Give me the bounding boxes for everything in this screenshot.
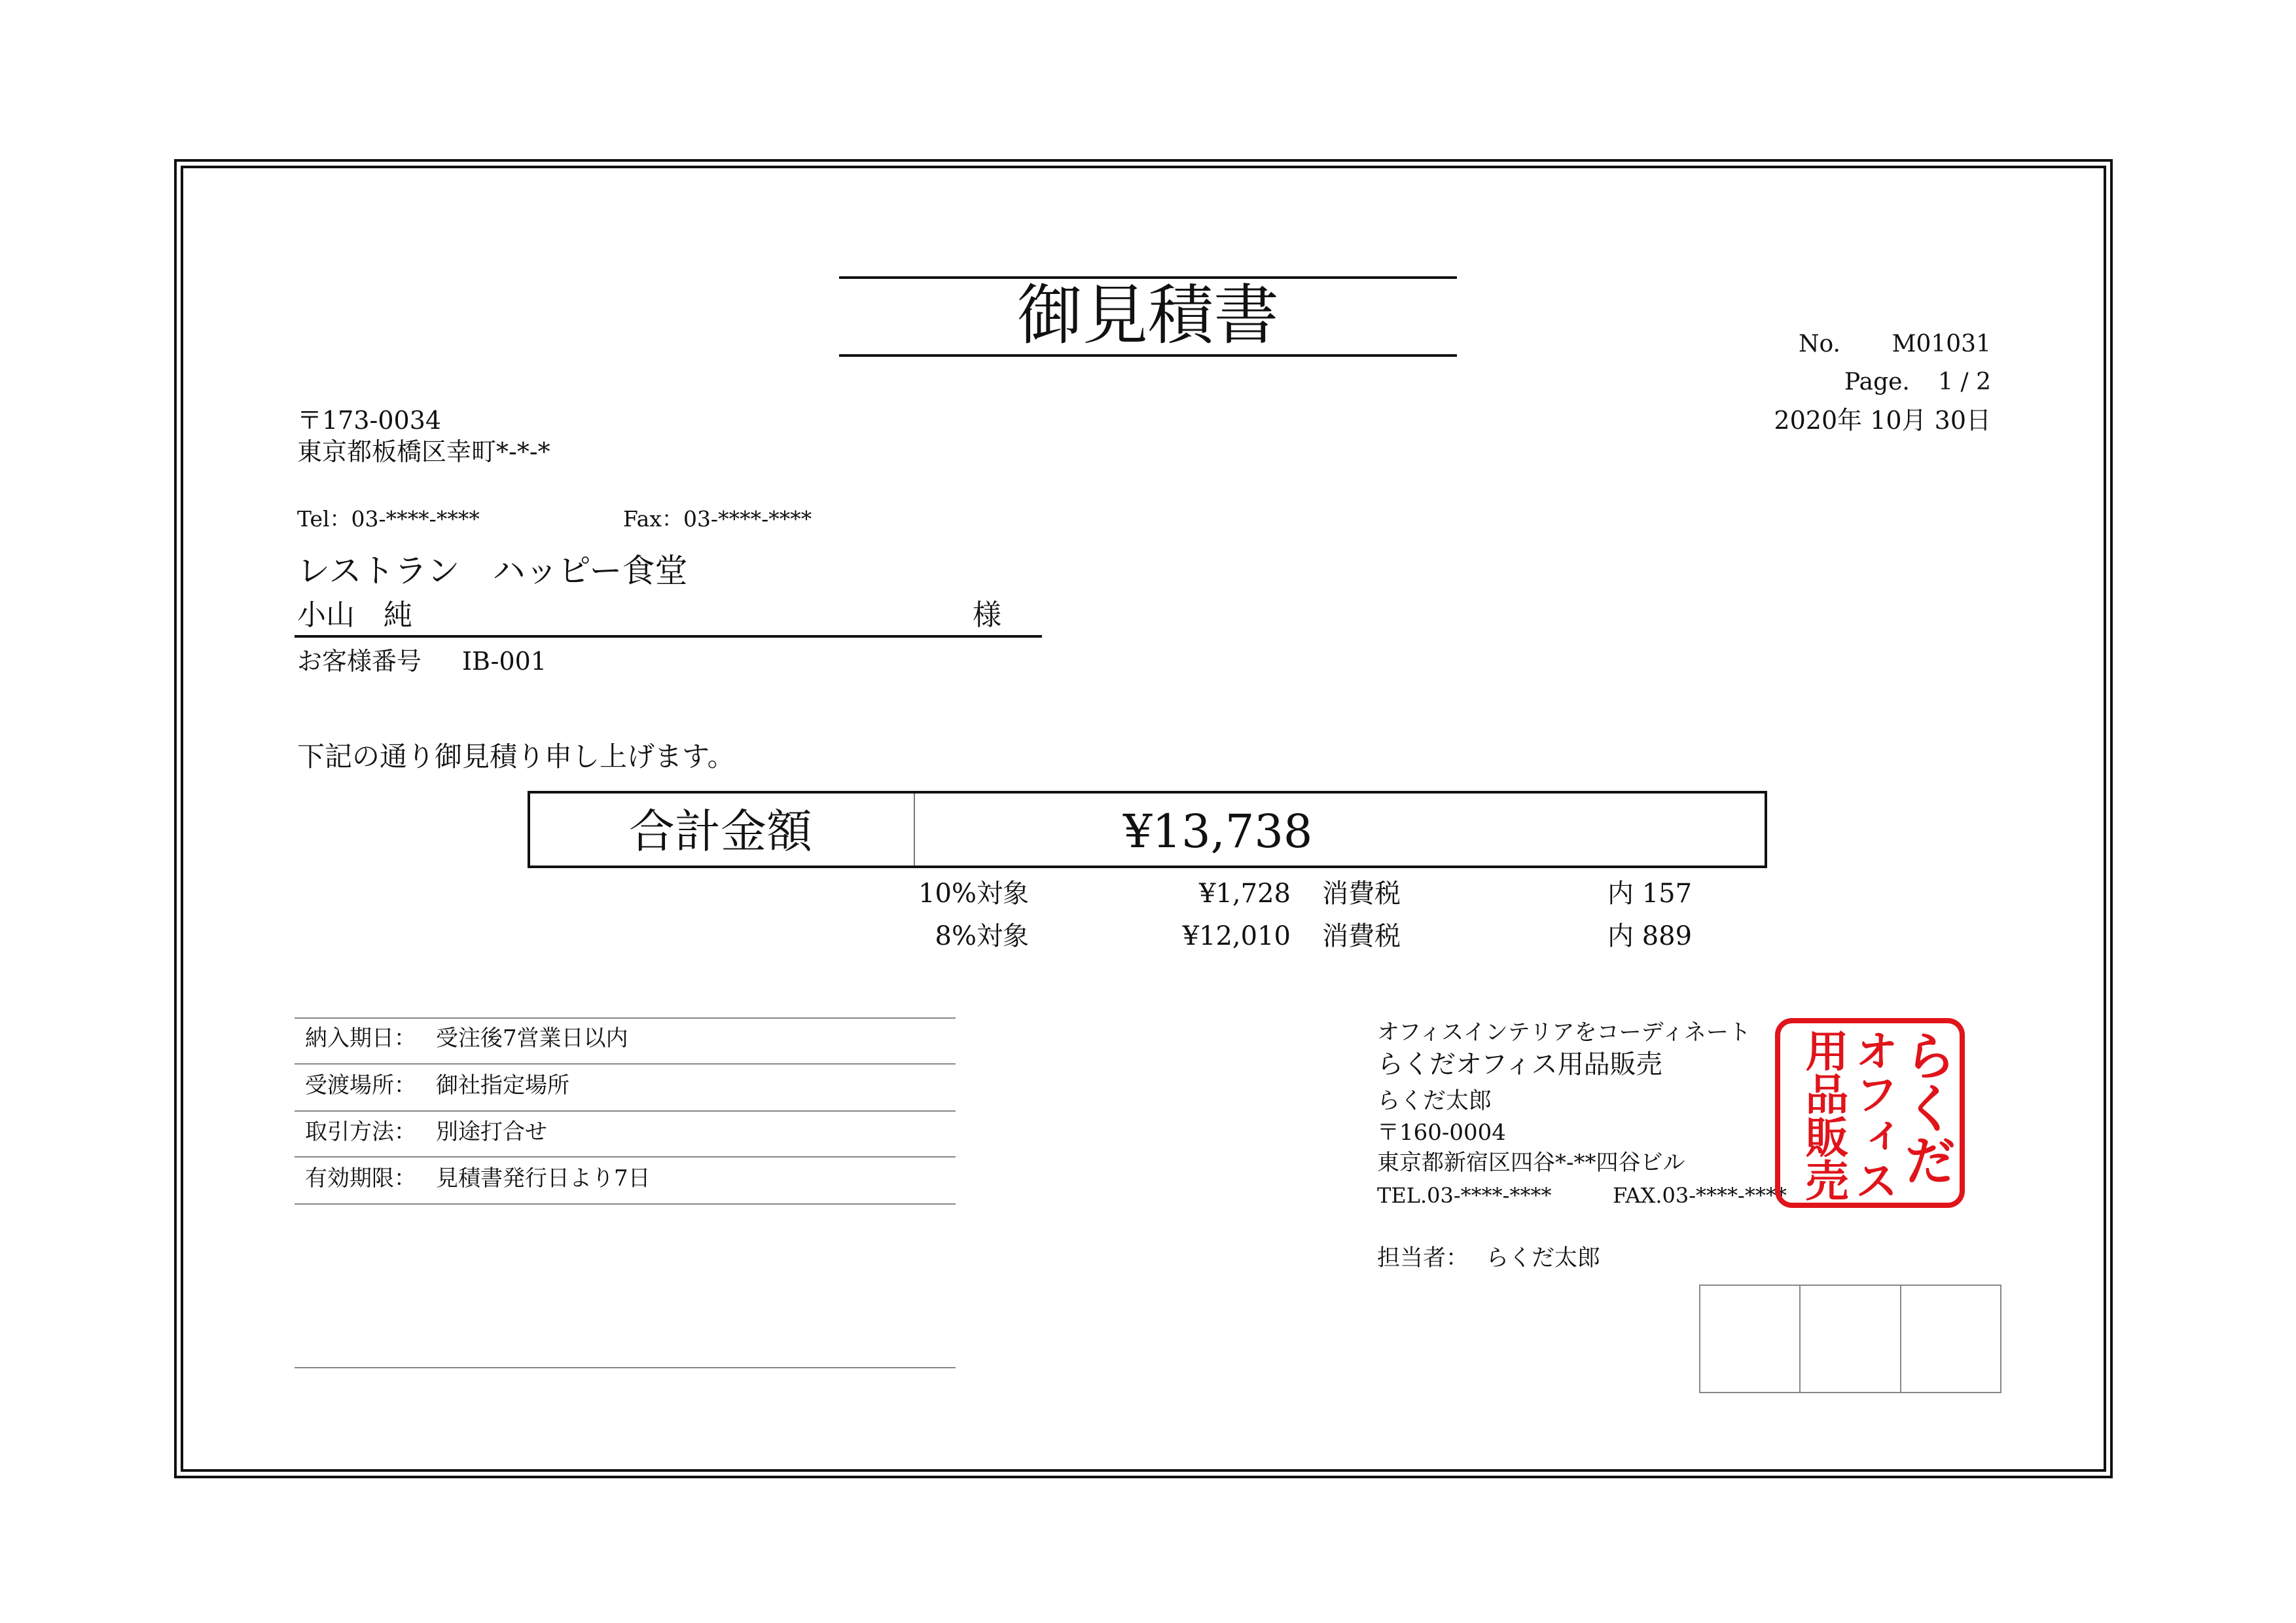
notes-rule-bottom <box>295 1367 956 1368</box>
conditions-rule <box>295 1110 956 1112</box>
staff-name: らくだ太郎 <box>1486 1245 1601 1271</box>
total-amount: ¥13,738 <box>1123 805 1313 858</box>
company-name: らくだオフィス用品販売 <box>1377 1049 1662 1080</box>
tax-label-10: 消費税 <box>1322 879 1401 909</box>
condition-label-method: 取引方法： <box>305 1119 416 1145</box>
tax-amount-8: ¥12,010 <box>1182 921 1291 951</box>
tax-rate-10: 10%対象 <box>918 879 1029 909</box>
company-tel: TEL.03-****-**** <box>1377 1183 1552 1208</box>
customer-number-value: IB-001 <box>462 647 547 676</box>
staff-label: 担当者： <box>1377 1245 1469 1271</box>
tax-label-8: 消費税 <box>1322 921 1401 951</box>
condition-label-place: 受渡場所： <box>305 1072 416 1099</box>
customer-person: 小山 純 <box>297 598 412 632</box>
customer-company: レストラン ハッピー食堂 <box>297 552 688 590</box>
total-box-divider <box>914 793 915 866</box>
stamp-text-rakuda: らくだ <box>1895 1029 1956 1186</box>
stamp-text-office: オフィス <box>1848 1029 1898 1201</box>
approval-box[interactable] <box>1801 1286 1901 1392</box>
company-address: 東京都新宿区四谷*-**四谷ビル <box>1377 1150 1685 1176</box>
condition-label-delivery: 納入期日： <box>305 1025 416 1051</box>
company-postal: 〒160-0004 <box>1377 1120 1506 1146</box>
condition-value-method: 別途打合せ <box>436 1119 547 1145</box>
customer-underline <box>295 635 1042 638</box>
page-label: Page. <box>1844 369 1910 395</box>
sender-tel: Tel：03-****-**** <box>297 506 480 532</box>
tax-rate-8: 8%対象 <box>935 921 1029 951</box>
doc-number-label: No. <box>1799 331 1840 357</box>
sender-address: 東京都板橋区幸町*-*-* <box>297 437 550 466</box>
tax-amount-10: ¥1,728 <box>1199 879 1291 909</box>
total-label: 合計金額 <box>629 805 812 858</box>
customer-number-label: お客様番号 <box>297 647 422 676</box>
conditions-rule <box>295 1063 956 1065</box>
approval-box[interactable] <box>1700 1286 1801 1392</box>
sender-postal: 〒173-0034 <box>297 406 442 435</box>
tax-value-8: 内 889 <box>1607 921 1693 951</box>
intro-text: 下記の通り御見積り申し上げます。 <box>297 740 735 773</box>
customer-honorific: 様 <box>973 598 1001 632</box>
title-bottom-rule <box>839 354 1457 357</box>
approval-boxes <box>1699 1285 2001 1393</box>
condition-value-validity: 見積書発行日より7日 <box>436 1165 651 1192</box>
sender-fax: Fax：03-****-**** <box>623 506 812 532</box>
company-fax: FAX.03-****-**** <box>1613 1183 1787 1208</box>
conditions-rule <box>295 1203 956 1205</box>
page-value: 1 / 2 <box>1938 369 1991 395</box>
issue-date: 2020年 10月 30日 <box>1774 406 1991 435</box>
condition-label-validity: 有効期限： <box>305 1165 416 1192</box>
stamp-text-supplies: 用品販売 <box>1798 1029 1848 1201</box>
company-seal-stamp <box>1775 1018 1965 1208</box>
document-title: 御見積書 <box>1017 277 1279 354</box>
doc-number-value: M01031 <box>1892 331 1991 357</box>
company-tagline: オフィスインテリアをコーディネート <box>1377 1019 1751 1046</box>
company-representative: らくだ太郎 <box>1377 1088 1492 1114</box>
condition-value-delivery: 受注後7営業日以内 <box>436 1025 628 1051</box>
tax-value-10: 内 157 <box>1607 879 1693 909</box>
conditions-rule-top <box>295 1017 956 1019</box>
condition-value-place: 御社指定場所 <box>436 1072 569 1099</box>
conditions-rule <box>295 1156 956 1158</box>
approval-box[interactable] <box>1901 1286 2000 1392</box>
